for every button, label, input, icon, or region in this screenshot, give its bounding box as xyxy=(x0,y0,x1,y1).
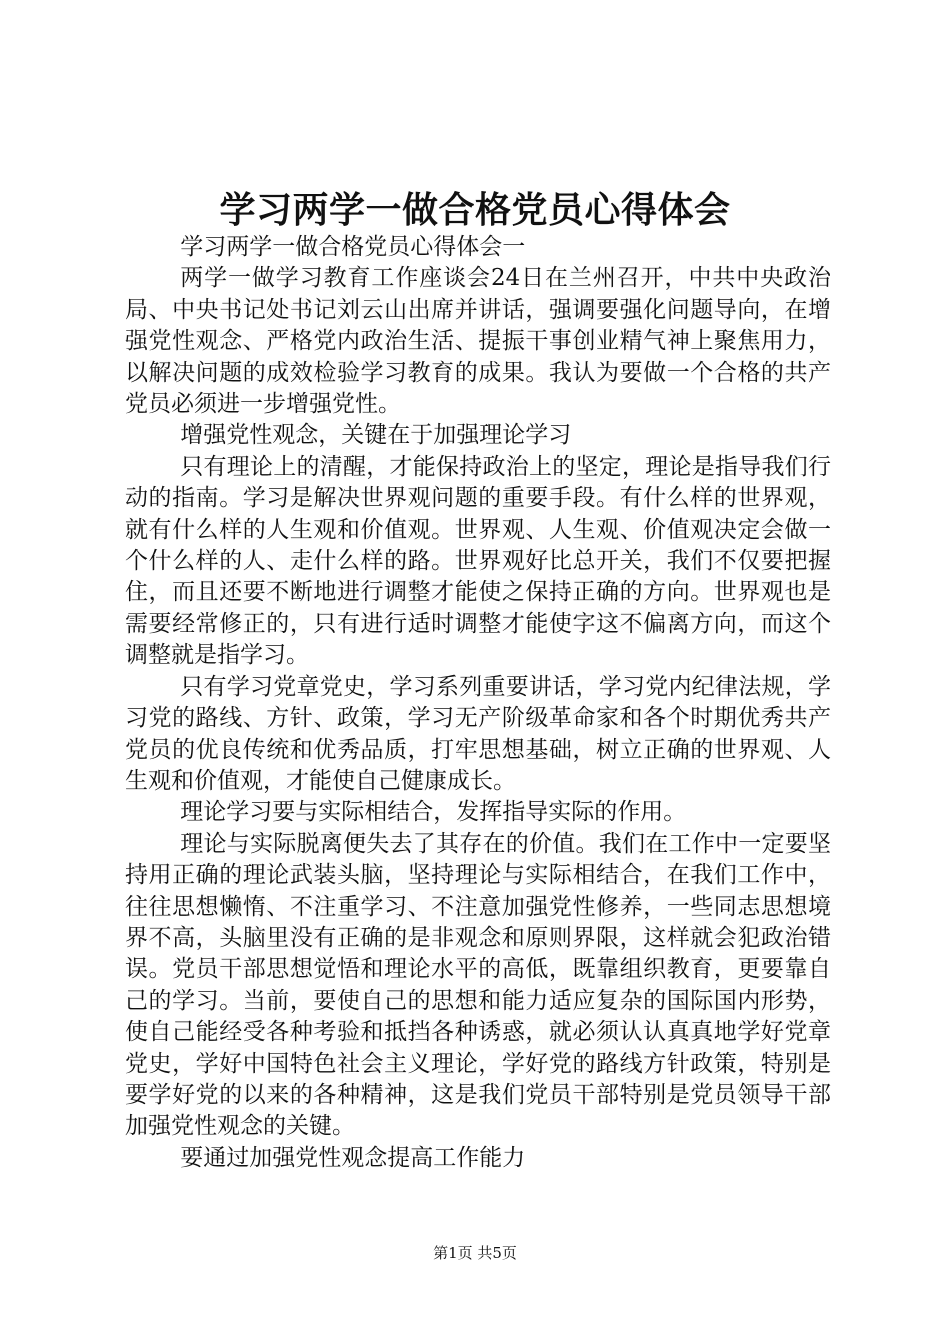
paragraph: 要通过加强党性观念提高工作能力 xyxy=(180,1144,526,1171)
paragraph: 学习两学一做合格党员心得体会一 xyxy=(180,234,526,260)
paragraph: 理论学习要与实际相结合，发挥指导实际的作用。 xyxy=(180,799,687,826)
paragraph: 理论与实际脱离便失去了其存在的价值。我们在工作中一定要坚持用正确的理论武装头脑，坚持理论与实际相结合，在我们工作中，往往思想懒惰、不注重学习、不注意加强党性修养，一些同志思想境界不高，头脑里没有正确的是非观念和原则界限，这样就会犯政治错误。党员干部思想觉悟和理论水平的高低，既靠组织教育，更要靠自己的学习。当前，要使自己的思想和能力适应复杂的国际国内形势，使自己能经受各种考验和抵挡各种诱惑，就必须认认真真地学好党章党史，学好中国特色社会主义理论，学好党的路线方针政策，特别是要学好党的以来的各种精神，这是我们党员干部特别是党员领导干部加强党性观念的关键。 xyxy=(125,830,831,1140)
page-footer xyxy=(0,1241,950,1265)
document-title: 学习两学一做合格党员心得体会 xyxy=(219,189,731,231)
paragraph: 两学一做学习教育工作座谈会24日在兰州召开，中共中央政治局、中央书记处书记刘云山出席并讲话，强调要强化问题导向，在增强党性观念、严格党内政治生活、提振干事创业精气神上聚焦用力，以解决问题的成效检验学习教育的成果。我认为要做一个合格的共产党员必须进一步增强党性。 xyxy=(125,265,831,418)
paragraph: 只有学习党章党史，学习系列重要讲话，学习党内纪律法规，学习党的路线、方针、政策，学习无产阶级革命家和各个时期优秀共产党员的优良传统和优秀品质，打牢思想基础，树立正确的世界观、人生观和价值观，才能使自己健康成长。 xyxy=(125,673,831,794)
page-indicator: 第1页 共5页 xyxy=(433,1244,517,1262)
paragraph: 增强党性观念，关键在于加强理论学习 xyxy=(180,422,572,449)
document-body xyxy=(125,232,831,1174)
paragraph: 只有理论上的清醒，才能保持政治上的坚定，理论是指导我们行动的指南。学习是解决世界观问题的重要手段。有什么样的世界观，就有什么样的人生观和价值观。世界观、人生观、价值观决定会做一个什么样的人、走什么样的路。世界观好比总开关，我们不仅要把握住，而且还要不断地进行调整才能使之保持正确的方向。世界观也是需要经常修正的，只有进行适时调整才能使字这不偏离方向，而这个调整就是指学习。 xyxy=(125,453,831,669)
